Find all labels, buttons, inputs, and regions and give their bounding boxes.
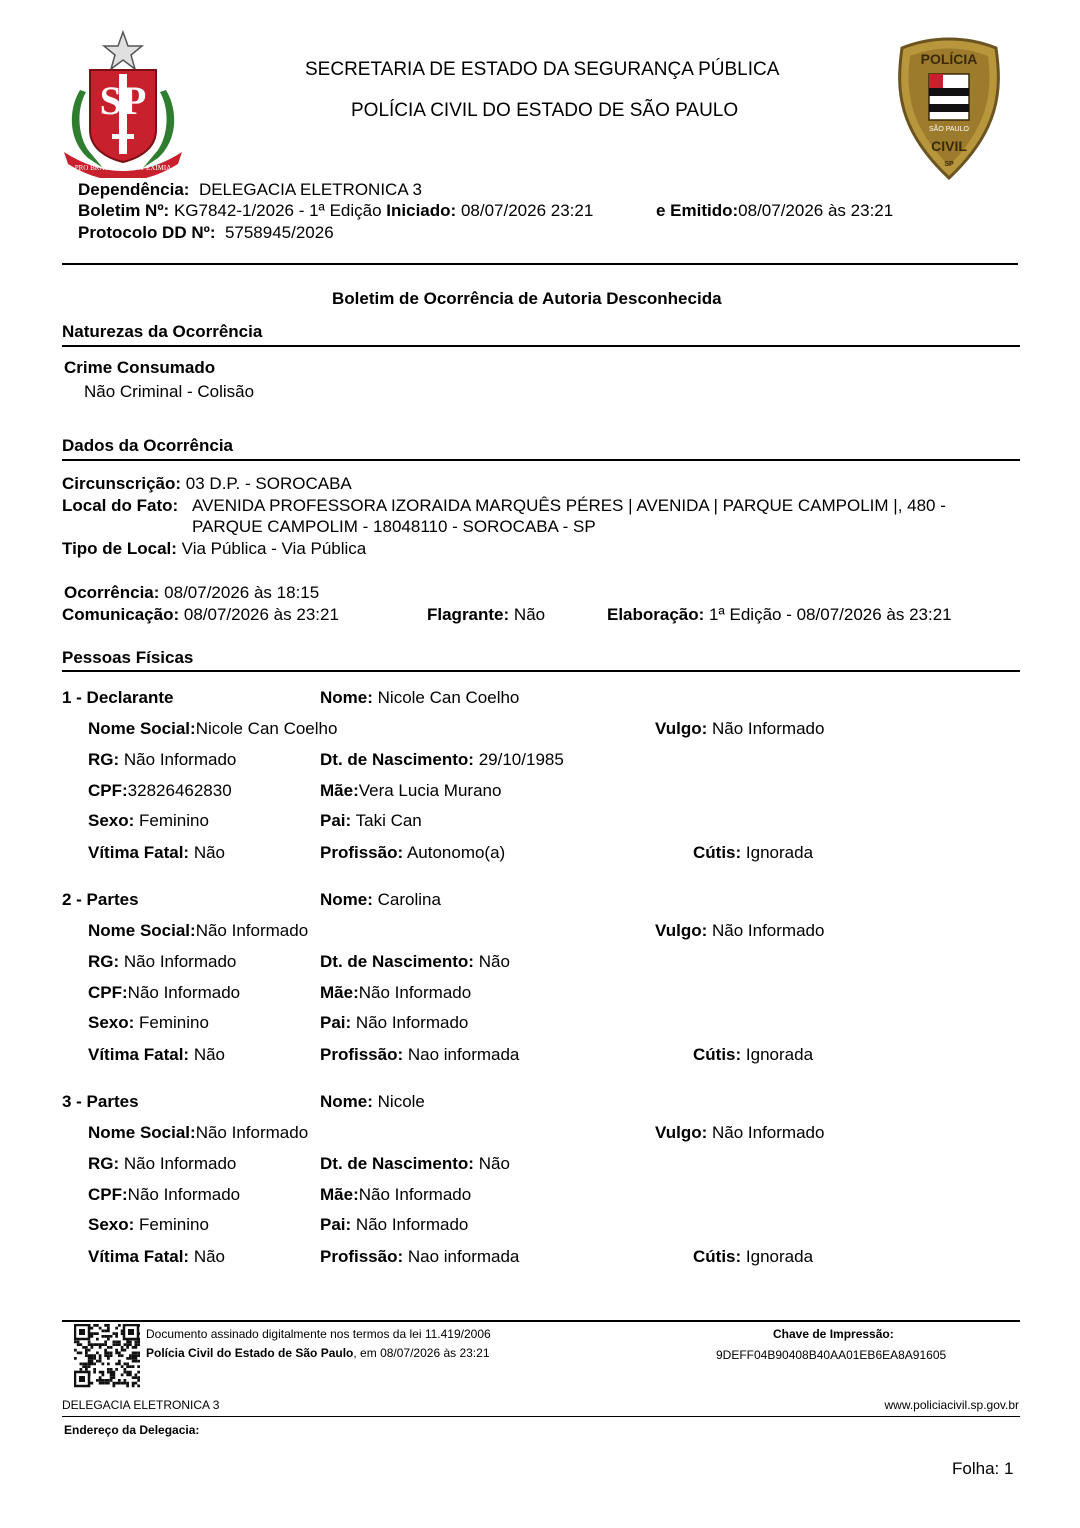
person-rg-row <box>88 1154 236 1174</box>
person-vitima-fatal-value: Não <box>193 1045 226 1064</box>
person-cutis-row <box>693 843 813 863</box>
person-vitima-fatal-value: Não <box>193 1247 226 1266</box>
person-pai-value: Não Informado <box>355 1215 469 1234</box>
person-nome-social-value: Nicole Can Coelho <box>195 719 338 738</box>
divider <box>62 263 1018 265</box>
person-nome-row <box>320 1092 425 1112</box>
boletim-row <box>78 201 593 221</box>
person-heading: 2 - Partes <box>62 890 139 909</box>
dados-title: Dados da Ocorrência <box>62 436 234 455</box>
person-nome-label: Nome: <box>320 890 373 909</box>
policia-sign-rest: , em 08/07/2026 às 23:21 <box>353 1346 490 1360</box>
person-mae-row <box>320 781 501 801</box>
person-rg-row <box>88 750 236 770</box>
person-nome-value: Nicole <box>377 1092 425 1111</box>
person-cpf-label: CPF: <box>88 983 128 1002</box>
person-sexo-row <box>88 1215 209 1235</box>
person-cutis-row <box>693 1045 813 1065</box>
person-sexo-row <box>88 1013 209 1033</box>
person-heading: 1 - Declarante <box>62 688 174 707</box>
protocolo-row <box>78 223 334 243</box>
person-profissao-value: Nao informada <box>407 1045 520 1064</box>
badge-top-text: POLÍCIA <box>920 51 978 67</box>
tipo-local-label: Tipo de Local: <box>62 539 177 558</box>
person-mae-row <box>320 983 471 1003</box>
person-rg-value: Não Informado <box>123 952 237 971</box>
local-label: Local do Fato: <box>62 496 179 515</box>
chave-label: Chave de Impressão: <box>773 1327 894 1341</box>
person-nascimento-label: Dt. de Nascimento: <box>320 750 474 769</box>
ocorrencia-row <box>64 583 319 603</box>
person-cutis-label: Cútis: <box>693 843 742 862</box>
emitido-row <box>656 201 893 221</box>
sp-logo-text: SP <box>99 78 147 123</box>
comunicacao-row <box>62 605 339 625</box>
person-nome-social-row <box>88 1123 308 1143</box>
footer-delegacia: DELEGACIA ELETRONICA 3 <box>62 1398 220 1412</box>
sp-coat-of-arms-logo <box>58 30 188 178</box>
person-sexo-label: Sexo: <box>88 1013 135 1032</box>
divider <box>62 1320 1020 1322</box>
person-nome-value: Carolina <box>377 890 441 909</box>
boletim-label: Boletim Nº: <box>78 201 170 220</box>
policia-sign-line <box>146 1346 490 1360</box>
person-vitima-fatal-label: Vítima Fatal: <box>88 1247 190 1266</box>
person-vitima-fatal-row <box>88 1045 225 1065</box>
person-mae-label: Mãe: <box>320 1185 359 1204</box>
tipo-local-row <box>62 539 366 559</box>
circunscricao-label: Circunscrição: <box>62 474 182 493</box>
person-nascimento-row <box>320 750 564 770</box>
protocolo-value: 5758945/2026 <box>224 223 334 242</box>
person-mae-value: Vera Lucia Murano <box>358 781 502 800</box>
person-vitima-fatal-row <box>88 1247 225 1267</box>
person-nome-social-label: Nome Social: <box>88 719 196 738</box>
person-sexo-label: Sexo: <box>88 1215 135 1234</box>
local-value-line1: AVENIDA PROFESSORA IZORAIDA MARQUÊS PÉRES | AVENIDA | PARQUE CAMPOLIM |, 480 - <box>192 496 946 515</box>
person-nome-social-row <box>88 719 337 739</box>
footer-site-link[interactable]: www.policiacivil.sp.gov.br <box>884 1398 1019 1412</box>
emitido-label: e Emitido: <box>656 201 739 220</box>
policia-sign-bold: Polícia Civil do Estado de São Paulo <box>146 1346 354 1360</box>
person-sexo-value: Feminino <box>139 811 209 830</box>
dependencia-row <box>78 180 422 200</box>
person-vitima-fatal-row <box>88 843 225 863</box>
header-line-2: POLÍCIA CIVIL DO ESTADO DE SÃO PAULO <box>351 100 739 121</box>
person-pai-row <box>320 811 422 831</box>
badge-mid-text: SÃO PAULO <box>929 126 969 133</box>
person-profissao-value: Nao informada <box>407 1247 520 1266</box>
person-sexo-label: Sexo: <box>88 811 135 830</box>
person-nascimento-row <box>320 952 510 972</box>
person-rg-value: Não Informado <box>123 1154 237 1173</box>
person-heading: 3 - Partes <box>62 1092 139 1111</box>
emitido-value: 08/07/2026 às 23:21 <box>738 201 894 220</box>
qr-code-icon <box>74 1324 140 1388</box>
person-cpf-row <box>88 983 240 1003</box>
person-vulgo-label: Vulgo: <box>655 921 708 940</box>
person-nome-value: Nicole Can Coelho <box>377 688 520 707</box>
crime-label: Crime Consumado <box>64 358 216 377</box>
person-nome-social-value: Não Informado <box>195 921 309 940</box>
person-sexo-value: Feminino <box>139 1013 209 1032</box>
person-vulgo-value: Não Informado <box>711 921 825 940</box>
flagrante-row <box>427 605 545 625</box>
flagrante-value: Não <box>513 605 546 624</box>
person-cpf-value: 32826462830 <box>127 781 232 800</box>
person-nome-social-row <box>88 921 308 941</box>
person-pai-row <box>320 1013 468 1033</box>
person-nome-social-value: Não Informado <box>195 1123 309 1142</box>
person-vulgo-row <box>655 719 824 739</box>
sp-logo-motto: PRO BRASILIA FIANT EXIMIA <box>74 164 172 172</box>
person-nascimento-value: 29/10/1985 <box>478 750 564 769</box>
flagrante-label: Flagrante: <box>427 605 510 624</box>
person-cutis-value: Ignorada <box>745 1045 814 1064</box>
person-nome-row <box>320 688 519 708</box>
person-pai-label: Pai: <box>320 1013 352 1032</box>
iniciado-label: Iniciado: <box>386 201 457 220</box>
person-pai-row <box>320 1215 468 1235</box>
protocolo-label: Protocolo DD Nº: <box>78 223 216 242</box>
badge-bottom-text: CIVIL <box>931 138 967 154</box>
elaboracao-label: Elaboração: <box>607 605 705 624</box>
person-rg-label: RG: <box>88 952 120 971</box>
person-profissao-value: Autonomo(a) <box>406 843 506 862</box>
circunscricao-value: 03 D.P. - SOROCABA <box>185 474 352 493</box>
chave-value: 9DEFF04B90408B40AA01EB6EA8A91605 <box>716 1348 947 1362</box>
person-profissao-row <box>320 843 505 863</box>
person-vulgo-row <box>655 1123 824 1143</box>
person-vitima-fatal-label: Vítima Fatal: <box>88 843 190 862</box>
header-line-1: SECRETARIA DE ESTADO DA SEGURANÇA PÚBLICA <box>305 59 780 80</box>
person-nascimento-value: Não <box>478 1154 510 1173</box>
dependencia-label: Dependência: <box>78 180 190 199</box>
person-pai-label: Pai: <box>320 811 352 830</box>
person-rg-label: RG: <box>88 750 120 769</box>
dependencia-value: DELEGACIA ELETRONICA 3 <box>198 180 422 199</box>
person-vitima-fatal-value: Não <box>193 843 226 862</box>
person-rg-row <box>88 952 236 972</box>
elaboracao-row <box>607 605 952 625</box>
person-cpf-label: CPF: <box>88 781 128 800</box>
divider <box>62 345 1020 347</box>
person-mae-value: Não Informado <box>358 983 472 1002</box>
assinado-text: Documento assinado digitalmente nos termos da lei 11.419/2006 <box>146 1327 491 1341</box>
person-sexo-row <box>88 811 209 831</box>
person-vulgo-value: Não Informado <box>711 1123 825 1142</box>
person-nascimento-row <box>320 1154 510 1174</box>
person-cpf-value: Não Informado <box>127 1185 241 1204</box>
person-nome-label: Nome: <box>320 1092 373 1111</box>
badge-sp-text: SP <box>944 161 954 168</box>
person-nascimento-value: Não <box>478 952 510 971</box>
person-profissao-row <box>320 1247 519 1267</box>
crime-value: Não Criminal - Colisão <box>84 382 255 401</box>
person-cutis-value: Ignorada <box>745 1247 814 1266</box>
person-mae-row <box>320 1185 471 1205</box>
person-pai-label: Pai: <box>320 1215 352 1234</box>
iniciado-value: 08/07/2026 23:21 <box>460 201 594 220</box>
person-profissao-label: Profissão: <box>320 1247 404 1266</box>
person-nome-row <box>320 890 441 910</box>
pessoas-title: Pessoas Físicas <box>62 648 194 667</box>
person-mae-value: Não Informado <box>358 1185 472 1204</box>
person-nome-social-label: Nome Social: <box>88 921 196 940</box>
comunicacao-value: 08/07/2026 às 23:21 <box>183 605 339 624</box>
person-cutis-row <box>693 1247 813 1267</box>
person-cutis-value: Ignorada <box>745 843 814 862</box>
ocorrencia-value: 08/07/2026 às 18:15 <box>164 583 320 602</box>
person-profissao-label: Profissão: <box>320 1045 404 1064</box>
comunicacao-label: Comunicação: <box>62 605 180 624</box>
circunscricao-row <box>62 474 352 494</box>
person-cutis-label: Cútis: <box>693 1247 742 1266</box>
person-vitima-fatal-label: Vítima Fatal: <box>88 1045 190 1064</box>
document-title: Boletim de Ocorrência de Autoria Desconhecida <box>332 289 722 308</box>
person-cpf-row <box>88 781 232 801</box>
folha-number: Folha: 1 <box>952 1459 1014 1478</box>
person-nascimento-label: Dt. de Nascimento: <box>320 952 474 971</box>
person-nascimento-label: Dt. de Nascimento: <box>320 1154 474 1173</box>
person-profissao-row <box>320 1045 519 1065</box>
person-mae-label: Mãe: <box>320 983 359 1002</box>
person-cutis-label: Cútis: <box>693 1045 742 1064</box>
person-vulgo-label: Vulgo: <box>655 1123 708 1142</box>
person-vulgo-value: Não Informado <box>711 719 825 738</box>
person-pai-value: Não Informado <box>355 1013 469 1032</box>
person-cpf-row <box>88 1185 240 1205</box>
person-rg-label: RG: <box>88 1154 120 1173</box>
ocorrencia-label: Ocorrência: <box>64 583 160 602</box>
person-cpf-value: Não Informado <box>127 983 241 1002</box>
policia-civil-badge-logo <box>892 30 1006 180</box>
person-vulgo-row <box>655 921 824 941</box>
person-vulgo-label: Vulgo: <box>655 719 708 738</box>
person-sexo-value: Feminino <box>139 1215 209 1234</box>
person-profissao-label: Profissão: <box>320 843 404 862</box>
person-mae-label: Mãe: <box>320 781 359 800</box>
naturezas-title: Naturezas da Ocorrência <box>62 322 263 341</box>
local-value-line2: PARQUE CAMPOLIM - 18048110 - SOROCABA - SP <box>192 517 596 536</box>
person-rg-value: Não Informado <box>123 750 237 769</box>
elaboracao-value: 1ª Edição - 08/07/2026 às 23:21 <box>709 605 952 624</box>
divider <box>62 1416 1020 1417</box>
divider <box>62 459 1020 461</box>
person-nome-social-label: Nome Social: <box>88 1123 196 1142</box>
person-pai-value: Taki Can <box>355 811 422 830</box>
boletim-value: KG7842-1/2026 - 1ª Edição <box>173 201 382 220</box>
endereco-label: Endereço da Delegacia: <box>64 1423 200 1437</box>
tipo-local-value: Via Pública - Via Pública <box>181 539 367 558</box>
person-cpf-label: CPF: <box>88 1185 128 1204</box>
divider <box>62 670 1020 672</box>
person-nome-label: Nome: <box>320 688 373 707</box>
